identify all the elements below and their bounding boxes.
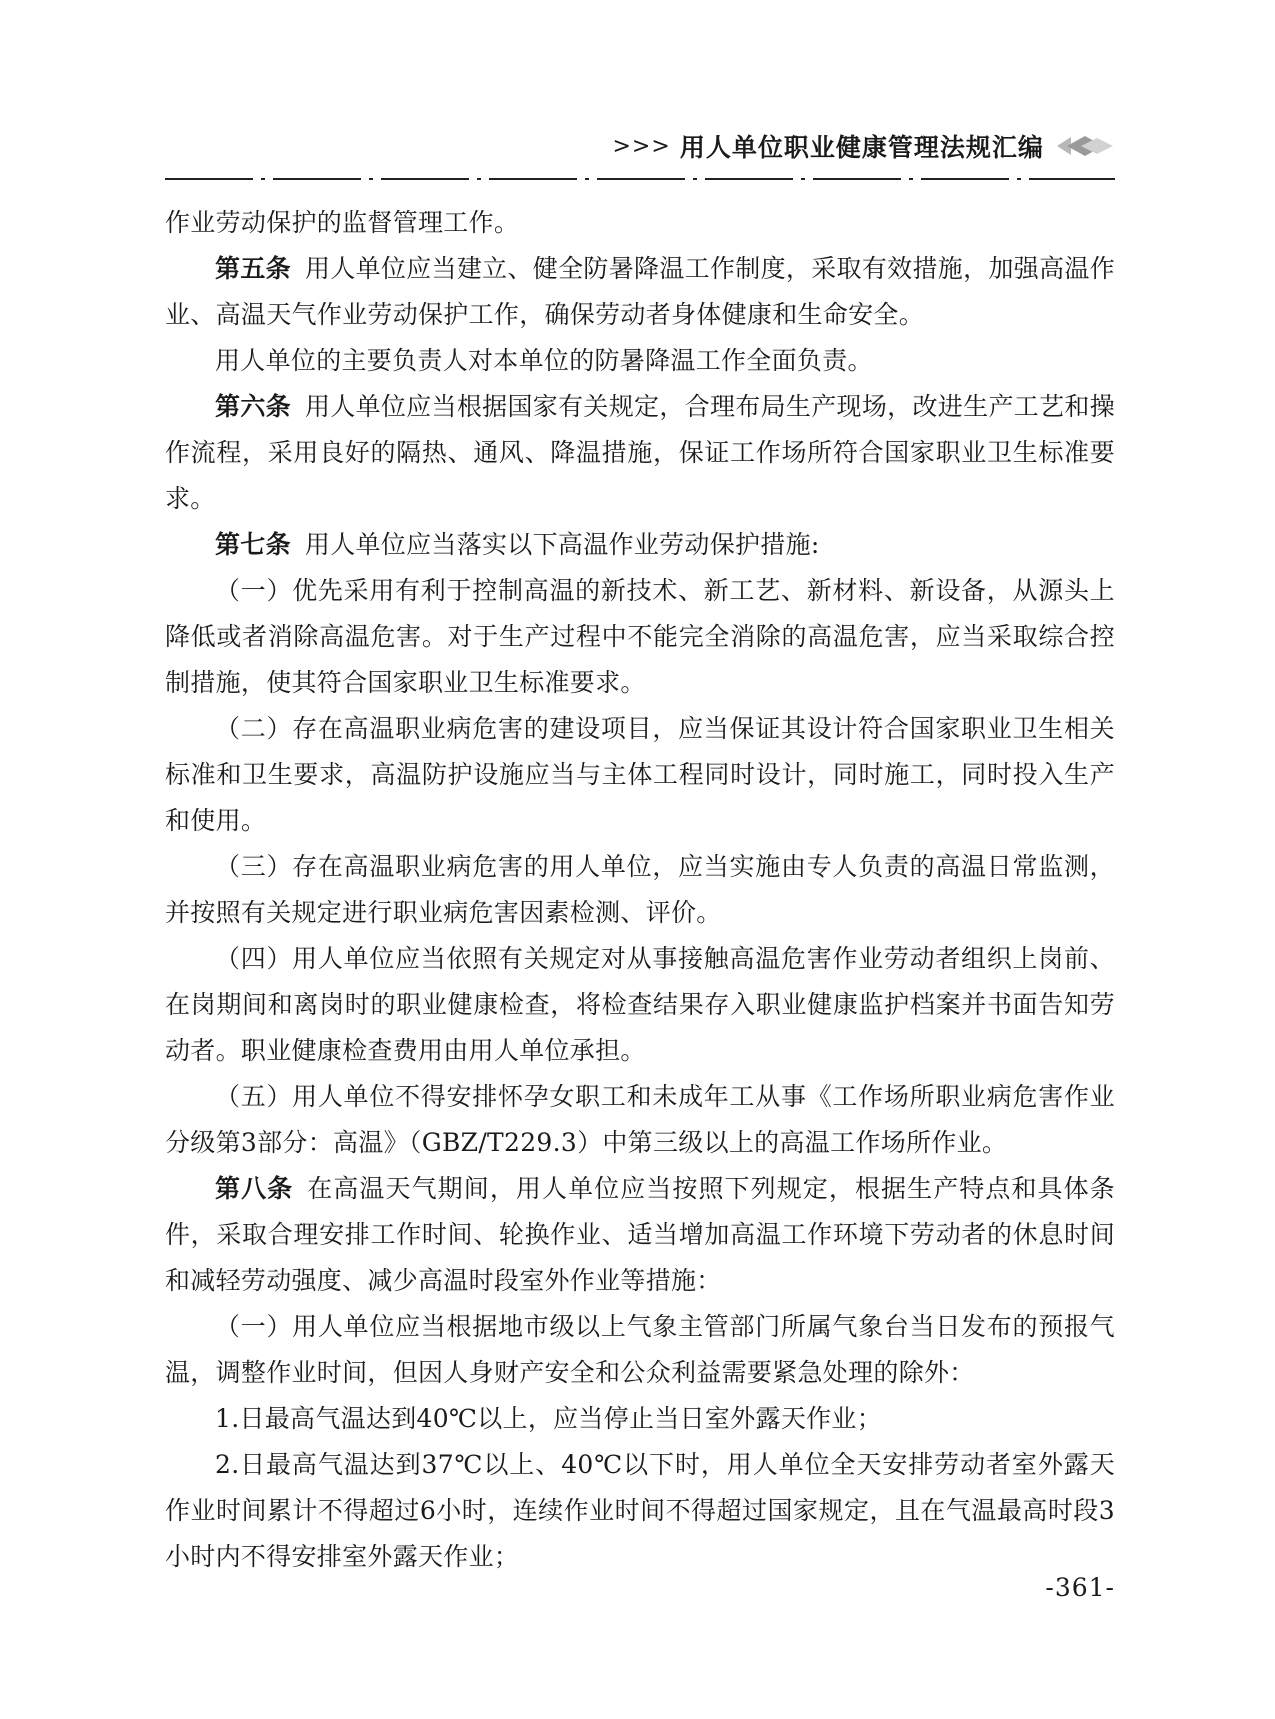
body-text xyxy=(165,200,1115,1580)
paragraph xyxy=(165,1396,1115,1442)
paragraph-text: （四）用人单位应当依照有关规定对从事接触高温危害作业劳动者组织上岗前、在岗期间和离岗时的职业健康检查，将检查结果存入职业健康监护档案并书面告知劳动者。职业健康检查费用由用人单位承担。 xyxy=(165,944,1115,1065)
running-header xyxy=(165,128,1115,164)
paragraph xyxy=(165,844,1115,936)
paragraph-text: 用人单位应当落实以下高温作业劳动保护措施: xyxy=(304,530,820,559)
paragraph-text: 作业劳动保护的监督管理工作。 xyxy=(165,208,520,237)
paragraph xyxy=(165,200,1115,246)
header-rule xyxy=(165,176,1115,182)
paragraph-text: （三）存在高温职业病危害的用人单位，应当实施由专人负责的高温日常监测，并按照有关规定进行职业病危害因素检测、评价。 xyxy=(165,852,1115,927)
article-paragraph xyxy=(165,384,1115,522)
article-number: 第六条 xyxy=(215,392,291,421)
paragraph-text: 用人单位应当建立、健全防暑降温工作制度，采取有效措施，加强高温作业、高温天气作业劳动保护工作，确保劳动者身体健康和生命安全。 xyxy=(165,254,1115,329)
article-number: 第五条 xyxy=(215,254,291,283)
page-number: -361- xyxy=(1045,1573,1115,1602)
paragraph-text: （一）用人单位应当根据地市级以上气象主管部门所属气象台当日发布的预报气温，调整作业时间，但因人身财产安全和公众利益需要紧急处理的除外： xyxy=(165,1312,1115,1387)
paragraph-text: 在高温天气期间，用人单位应当按照下列规定，根据生产特点和具体条件，采取合理安排工作时间、轮换作业、适当增加高温工作环境下劳动者的休息时间和减轻劳动强度、减少高温时段室外作业等措施： xyxy=(165,1174,1115,1295)
paragraph xyxy=(165,706,1115,844)
paragraph-text: 1.日最高气温达到40℃以上，应当停止当日室外露天作业； xyxy=(215,1404,883,1433)
book-title: 用人单位职业健康管理法规汇编 xyxy=(679,133,1044,162)
chevron-right-icon: >>> xyxy=(612,133,671,159)
diamond-arrow-icon xyxy=(1055,134,1115,158)
article-paragraph xyxy=(165,522,1115,568)
paragraph xyxy=(165,568,1115,706)
paragraph-text: （二）存在高温职业病危害的建设项目，应当保证其设计符合国家职业卫生相关标准和卫生要求，高温防护设施应当与主体工程同时设计，同时施工，同时投入生产和使用。 xyxy=(165,714,1115,835)
article-paragraph xyxy=(165,246,1115,338)
paragraph xyxy=(165,936,1115,1074)
article-number: 第八条 xyxy=(215,1174,294,1203)
article-paragraph xyxy=(165,1166,1115,1304)
paragraph-text: （一）优先采用有利于控制高温的新技术、新工艺、新材料、新设备，从源头上降低或者消除高温危害。对于生产过程中不能完全消除的高温危害，应当采取综合控制措施，使其符合国家职业卫生标准要求。 xyxy=(165,576,1115,697)
paragraph xyxy=(165,338,1115,384)
paragraph xyxy=(165,1442,1115,1580)
paragraph xyxy=(165,1074,1115,1166)
article-number: 第七条 xyxy=(215,530,291,559)
paragraph-text: 用人单位应当根据国家有关规定，合理布局生产现场，改进生产工艺和操作流程，采用良好的隔热、通风、降温措施，保证工作场所符合国家职业卫生标准要求。 xyxy=(165,392,1115,513)
paragraph-text: 2.日最高气温达到37℃以上、40℃以下时，用人单位全天安排劳动者室外露天作业时间累计不得超过6小时，连续作业时间不得超过国家规定，且在气温最高时段3小时内不得安排室外露天作业； xyxy=(165,1450,1115,1571)
paragraph-text: （五）用人单位不得安排怀孕女职工和未成年工从事《工作场所职业病危害作业分级第3部分：高温》（GBZ/T229.3）中第三级以上的高温工作场所作业。 xyxy=(165,1082,1115,1157)
paragraph xyxy=(165,1304,1115,1396)
paragraph-text: 用人单位的主要负责人对本单位的防暑降温工作全面负责。 xyxy=(215,346,873,375)
